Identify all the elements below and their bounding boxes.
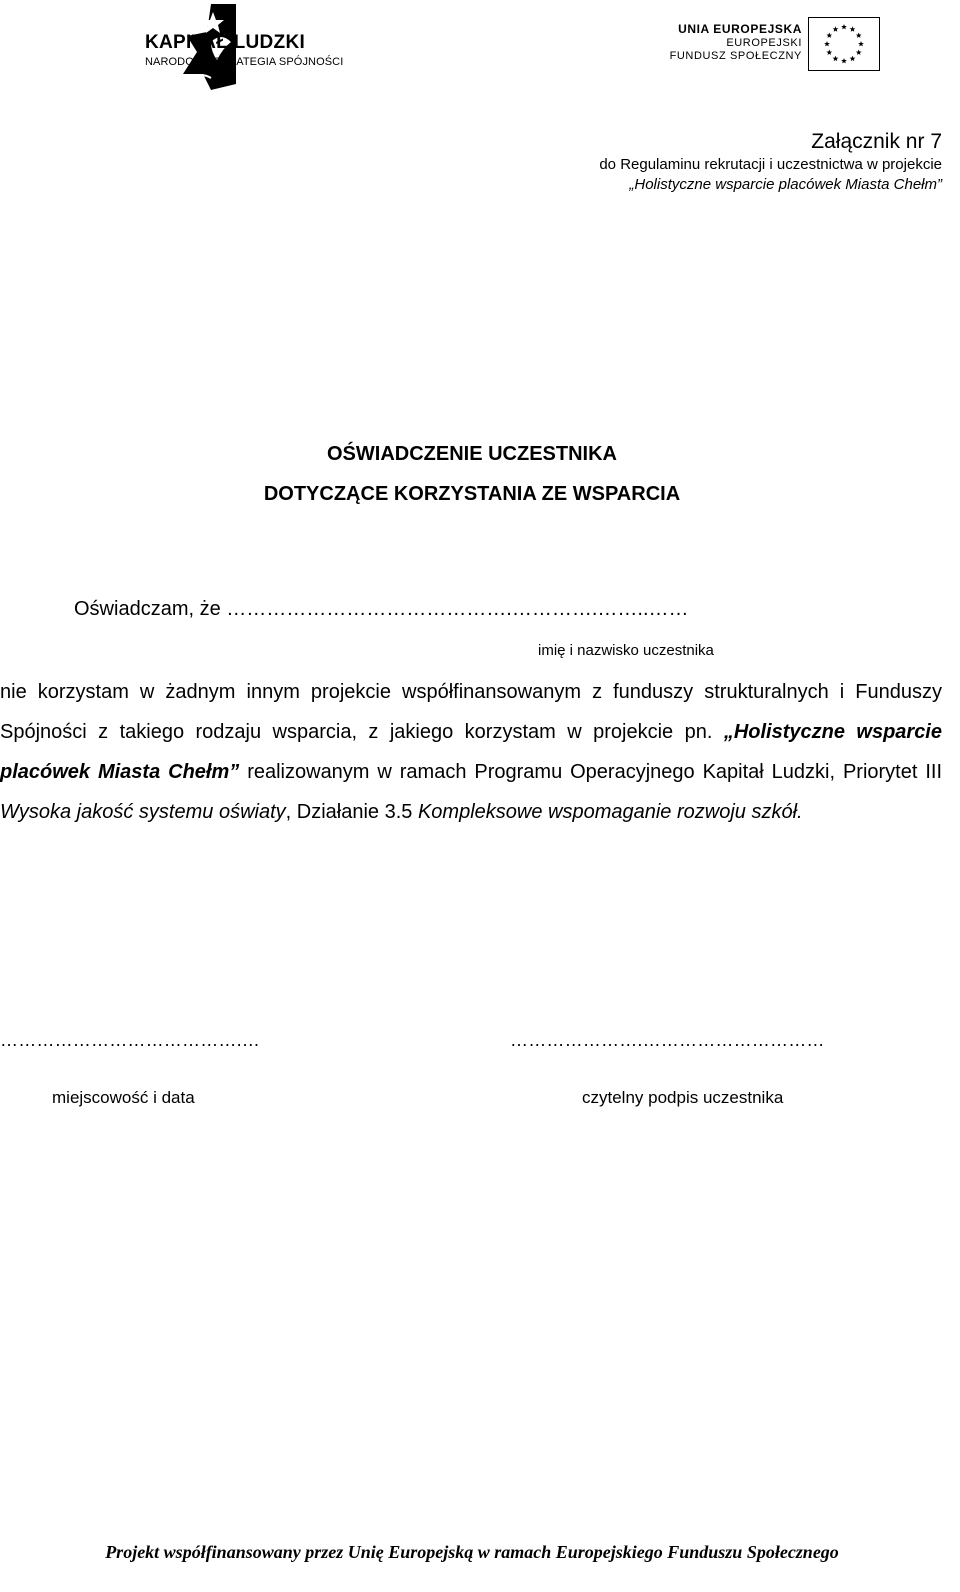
document-title-line2: DOTYCZĄCE KORZYSTANIA ZE WSPARCIA [263,483,681,505]
document-title [0,434,944,514]
annex-subtitle: do Regulaminu rekrutacji i uczestnictwa w projekcie [599,156,942,173]
declaration-line [74,598,689,621]
eu-logo-line1: UNIA EUROPEJSKA [678,22,802,36]
body-project-name: „Holistyczne wsparcie placówek Miasta Chełm” [0,721,942,783]
name-caption: imię i nazwisko uczestnika [538,642,714,659]
body-part3: , Działanie 3.5 [285,801,413,823]
eu-flag-icon [808,17,880,71]
kapital-ludzki-subtitle: NARODOWA STRATEGIA SPÓJNOŚCI [145,56,344,68]
declaration-prefix: Oświadczam, że [74,598,221,620]
kapital-ludzki-title: KAPITAŁ LUDZKI [145,32,306,53]
document-title-line1: OŚWIADCZENIE UCZESTNIKA [327,443,617,465]
declaration-body [0,672,942,832]
eu-logo-text [660,22,802,62]
place-date-fill-line: ………………………………….… [0,1030,261,1050]
place-date-label: miejscowość i data [52,1088,195,1107]
signature-fill-line: ………………….………………………… [510,1030,825,1050]
footer-text: Projekt współfinansowany przez Unię Europejską w ramach Europejskiego Funduszu Społecznego [105,1542,839,1562]
body-action-name: Kompleksowe wspomaganie rozwoju szkół. [417,801,803,823]
name-fill-line: …………………………………….………….……..…… [226,598,689,620]
eu-logo-line2: EUROPEJSKI [726,37,802,49]
body-part1: nie korzystam w żadnym innym projekcie współfinansowanym z funduszy strukturalnych i Funduszy Spójności z takiego rodzaju wsparcia, z jakiego korzystam w projekcie pn. [0,681,942,743]
signature-label: czytelny podpis uczestnika [582,1088,784,1107]
eu-logo-line3: FUNDUSZ SPOŁECZNY [669,50,802,62]
body-priority-name: Wysoka jakość systemu oświaty [0,801,286,823]
annex-block [599,130,942,194]
annex-project-name: „Holistyczne wsparcie placówek Miasta Chełm” [629,176,942,193]
body-part2: realizowanym w ramach Programu Operacyjnego Kapitał Ludzki, Priorytet III [247,761,942,783]
annex-title: Załącznik nr 7 [811,130,942,153]
